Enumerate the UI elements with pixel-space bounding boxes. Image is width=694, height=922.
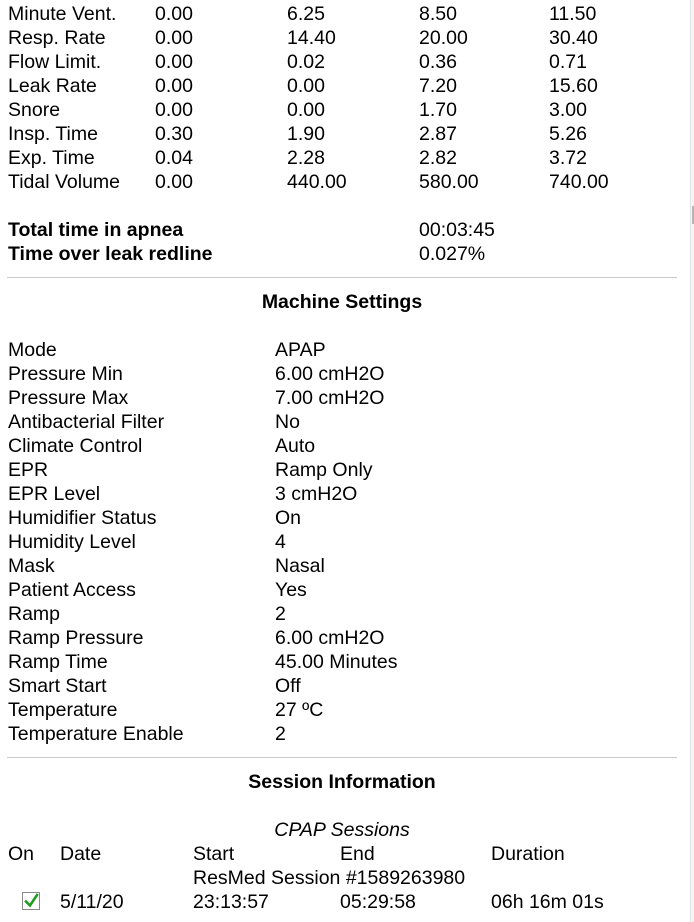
divider — [7, 757, 677, 758]
setting-label: Antibacterial Filter — [8, 411, 165, 433]
setting-value: 7.00 cmH2O — [275, 387, 385, 409]
stat-value: 30.40 — [549, 27, 598, 49]
session-name: ResMed Session #1589263980 — [193, 867, 466, 889]
stat-value: 0.00 — [155, 51, 193, 73]
stat-value: 5.26 — [549, 123, 587, 145]
stat-value: 0.00 — [287, 75, 325, 97]
setting-label: Smart Start — [8, 675, 107, 697]
session-end: 05:29:58 — [340, 891, 416, 913]
cpap-sessions-subheading: CPAP Sessions — [274, 819, 410, 841]
setting-value: 4 — [275, 531, 286, 553]
setting-value: Auto — [275, 435, 316, 457]
summary-value: 00:03:45 — [419, 219, 495, 241]
scrollbar-track[interactable] — [690, 0, 694, 922]
summary-label: Total time in apnea — [8, 219, 184, 241]
setting-value: 3 cmH2O — [275, 483, 358, 505]
stat-value: 0.02 — [287, 51, 325, 73]
stat-value: 7.20 — [419, 75, 457, 97]
setting-label: Climate Control — [8, 435, 143, 457]
setting-value: 2 — [275, 723, 286, 745]
setting-label: Temperature Enable — [8, 723, 184, 745]
stat-value: 0.04 — [155, 147, 193, 169]
setting-label: EPR Level — [8, 483, 101, 505]
stat-value: 3.00 — [549, 99, 587, 121]
section-heading-session-information: Session Information — [248, 771, 436, 793]
stat-value: 580.00 — [419, 171, 479, 193]
stat-label: Snore — [8, 99, 61, 121]
stat-value: 0.00 — [155, 99, 193, 121]
summary-label: Time over leak redline — [8, 243, 213, 265]
setting-label: Mask — [8, 555, 55, 577]
setting-label: Ramp Pressure — [8, 627, 144, 649]
setting-label: Mode — [8, 339, 57, 361]
stat-value: 0.00 — [155, 3, 193, 25]
stat-label: Insp. Time — [8, 123, 98, 145]
setting-value: Ramp Only — [275, 459, 373, 481]
setting-value: On — [275, 507, 302, 529]
column-header-duration: Duration — [491, 843, 565, 865]
session-duration: 06h 16m 01s — [491, 891, 604, 913]
checkmark-icon — [24, 893, 39, 909]
stat-label: Minute Vent. — [8, 3, 117, 25]
setting-value: 2 — [275, 603, 286, 625]
setting-label: Ramp Time — [8, 651, 108, 673]
setting-label: EPR — [8, 459, 49, 481]
stat-value: 20.00 — [419, 27, 468, 49]
column-header-date: Date — [60, 843, 102, 865]
setting-value: APAP — [275, 339, 326, 361]
stat-value: 740.00 — [549, 171, 609, 193]
setting-value: Yes — [275, 579, 307, 601]
divider — [7, 277, 677, 278]
stat-value: 2.28 — [287, 147, 325, 169]
stat-label: Exp. Time — [8, 147, 95, 169]
setting-label: Ramp — [8, 603, 61, 625]
stat-value: 0.36 — [419, 51, 457, 73]
stat-value: 6.25 — [287, 3, 325, 25]
column-header-start: Start — [193, 843, 235, 865]
setting-value: 6.00 cmH2O — [275, 627, 385, 649]
stat-value: 15.60 — [549, 75, 598, 97]
stat-label: Leak Rate — [8, 75, 97, 97]
setting-value: Nasal — [275, 555, 325, 577]
session-start: 23:13:57 — [193, 891, 269, 913]
section-heading-machine-settings: Machine Settings — [261, 291, 423, 313]
setting-label: Pressure Min — [8, 363, 123, 385]
column-header-on: On — [8, 843, 35, 865]
stat-value: 2.87 — [419, 123, 457, 145]
stat-label: Resp. Rate — [8, 27, 106, 49]
stat-value: 1.90 — [287, 123, 325, 145]
setting-value: 45.00 Minutes — [275, 651, 398, 673]
session-date: 5/11/20 — [60, 891, 124, 913]
stat-value: 0.00 — [155, 171, 193, 193]
setting-label: Pressure Max — [8, 387, 129, 409]
stat-value: 14.40 — [287, 27, 336, 49]
setting-value: 6.00 cmH2O — [275, 363, 385, 385]
stat-label: Tidal Volume — [8, 171, 121, 193]
setting-value: Off — [275, 675, 301, 697]
stat-value: 3.72 — [549, 147, 587, 169]
column-header-end: End — [340, 843, 375, 865]
setting-value: No — [275, 411, 300, 433]
stat-value: 0.71 — [549, 51, 587, 73]
session-enabled-checkbox[interactable] — [22, 892, 40, 910]
stat-value: 440.00 — [287, 171, 347, 193]
setting-value: 27 ºC — [275, 699, 324, 721]
stat-value: 2.82 — [419, 147, 457, 169]
stat-value: 0.00 — [155, 75, 193, 97]
stat-value: 11.50 — [549, 3, 597, 25]
stat-value: 0.30 — [155, 123, 193, 145]
stat-value: 8.50 — [419, 3, 457, 25]
setting-label: Humidifier Status — [8, 507, 157, 529]
setting-label: Temperature — [8, 699, 118, 721]
stat-value: 0.00 — [155, 27, 193, 49]
setting-label: Patient Access — [8, 579, 136, 601]
stat-value: 0.00 — [287, 99, 325, 121]
setting-label: Humidity Level — [8, 531, 136, 553]
stat-label: Flow Limit. — [8, 51, 102, 73]
summary-value: 0.027% — [419, 243, 486, 265]
stat-value: 1.70 — [419, 99, 457, 121]
